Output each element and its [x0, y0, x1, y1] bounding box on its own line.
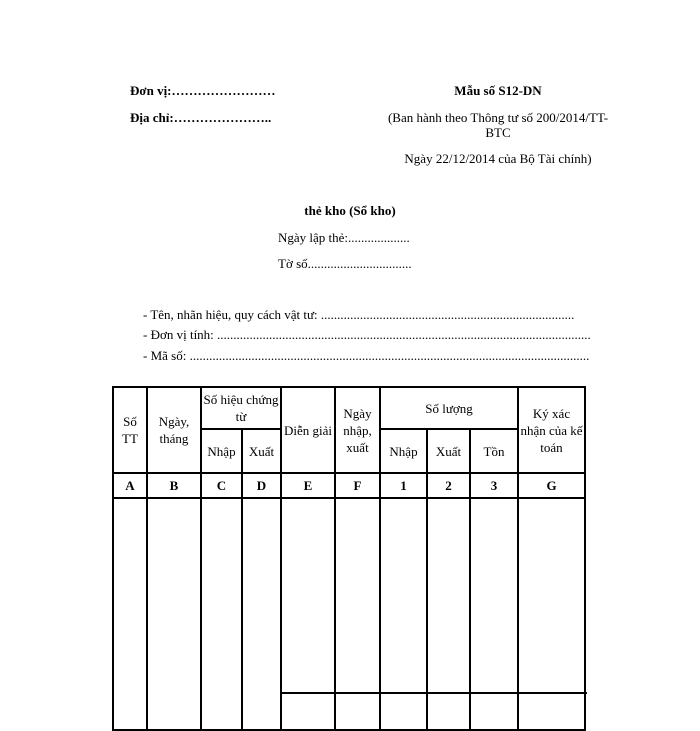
header-qty-out: Xuất	[427, 429, 470, 473]
header-quantity: Số lượng	[380, 387, 518, 429]
header-accountant-sign: Ký xác nhận của kế toán	[518, 387, 585, 473]
header-qty-in: Nhập	[380, 429, 427, 473]
table-cell	[518, 498, 585, 730]
column-letter: E	[281, 473, 335, 498]
regulation-line-2: BTC	[485, 125, 511, 140]
stock-card-table	[112, 386, 586, 731]
regulation-line-1: (Ban hành theo Thông tư số 200/2014/TT-	[387, 110, 609, 125]
column-letter: 3	[470, 473, 518, 498]
column-letter: 2	[427, 473, 470, 498]
header-date: Ngày, tháng	[147, 387, 201, 473]
table-cell	[427, 498, 470, 730]
column-letter: C	[201, 473, 242, 498]
table-cell	[470, 498, 518, 730]
row-divider	[281, 692, 587, 694]
header-document-number: Số hiệu chứng từ	[201, 387, 281, 429]
sheet-number-line: Tờ số................................	[278, 256, 412, 271]
table-cell	[281, 498, 335, 730]
header-doc-in: Nhập	[201, 429, 242, 473]
table-cell	[147, 498, 201, 730]
address-label: Địa chỉ:…………………..	[130, 110, 272, 125]
form-code: Mẫu số S12-DN	[454, 83, 542, 98]
table-cell	[201, 498, 242, 730]
header-doc-out: Xuất	[242, 429, 281, 473]
column-letter: G	[518, 473, 585, 498]
column-letter: F	[335, 473, 380, 498]
table-cell	[380, 498, 427, 730]
date-created-line: Ngày lập thẻ:...................	[278, 230, 410, 245]
column-letter: 1	[380, 473, 427, 498]
regulation-date: Ngày 22/12/2014 của Bộ Tài chính)	[404, 151, 592, 166]
table-cell	[242, 498, 281, 730]
material-name-field: - Tên, nhãn hiệu, quy cách vật tư: ..............................................................................	[143, 307, 575, 322]
column-letter: D	[242, 473, 281, 498]
unit-of-measure-field: - Đơn vị tính: ...................................................................................................................	[143, 327, 591, 342]
table-cell	[335, 498, 380, 730]
column-letter: A	[113, 473, 147, 498]
page-title: thẻ kho (Sổ kho)	[304, 203, 396, 218]
column-letter: B	[147, 473, 201, 498]
unit-label: Đơn vị:……………………	[130, 83, 276, 98]
item-code-field: - Mã số: ...........................................................................................................................	[143, 348, 590, 363]
header-stt: Số TT	[113, 387, 147, 473]
header-qty-stock: Tồn	[470, 429, 518, 473]
header-description: Diễn giải	[281, 387, 335, 473]
table-cell	[113, 498, 147, 730]
header-inout-date: Ngày nhập, xuất	[335, 387, 380, 473]
